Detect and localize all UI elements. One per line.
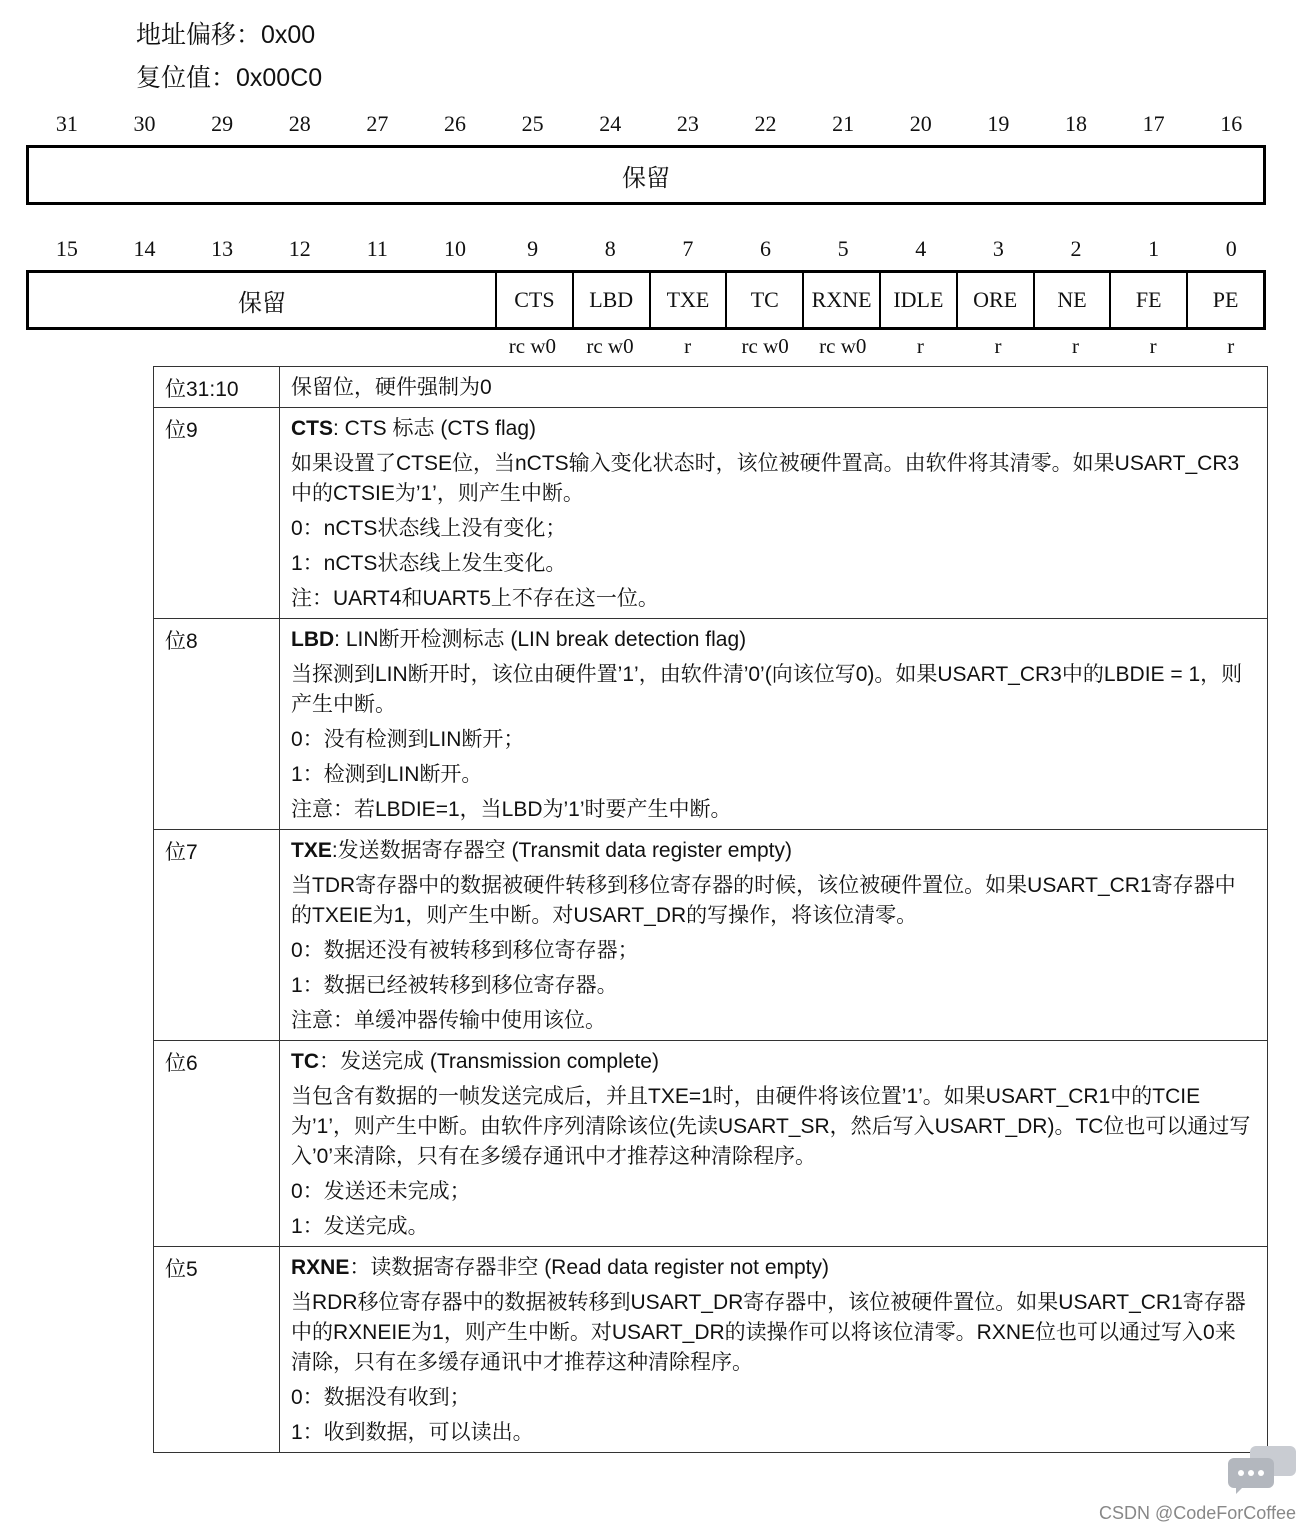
- access-type: r: [1227, 334, 1235, 358]
- field-desc: 当包含有数据的一帧发送完成后，并且TXE=1时，由硬件将该位置’1’。如果USART_CR1中的TCIE为’1’，则产生中断。由软件序列清除该位(先读USART_SR，然后写入USART_DR)。TC位也可以通过写入’0’来清除，只有在多缓存通讯中才推荐这种清除程序。: [291, 1085, 1251, 1168]
- bit-number: 3: [992, 236, 1004, 261]
- table-row: [154, 619, 1268, 830]
- option-0: 0：数据没有收到；: [291, 1386, 471, 1409]
- bit-numbers-high: [28, 111, 1270, 137]
- access-spacer: [28, 333, 494, 359]
- bit-label: 位5: [154, 1247, 280, 1453]
- bit-description: [280, 619, 1268, 830]
- bit-label: 位7: [154, 830, 280, 1041]
- bit-number: 13: [211, 236, 234, 261]
- bit-number: 9: [527, 236, 539, 261]
- field-title-text: : CTS 标志 (CTS flag): [333, 417, 537, 440]
- access-type: r: [1149, 334, 1157, 358]
- bit-number: 11: [366, 236, 388, 261]
- field-title: [291, 414, 1256, 444]
- field-note: 注：UART4和UART5上不存在这一位。: [291, 587, 659, 610]
- bit-number: 17: [1142, 111, 1165, 136]
- option-0: 0：nCTS状态线上没有变化；: [291, 517, 567, 540]
- bit-number: 10: [443, 236, 466, 261]
- bit-number: 28: [288, 111, 311, 136]
- access-type: rc w0: [741, 334, 789, 358]
- field-name: LBD: [291, 628, 335, 651]
- field-title: [291, 373, 1256, 403]
- field-title: [291, 1253, 1256, 1283]
- table-row: [154, 1041, 1268, 1247]
- bit-label: 位8: [154, 619, 280, 830]
- bit-number: 15: [55, 236, 78, 261]
- option-1: 1：nCTS状态线上发生变化。: [291, 552, 567, 575]
- reset-value: 复位值：0x00C0: [136, 64, 323, 92]
- option-1: 1：收到数据，可以读出。: [291, 1421, 534, 1444]
- option-1: 1：数据已经被转移到移位寄存器。: [291, 974, 618, 997]
- field-title-text: 保留位，硬件强制为0: [291, 376, 492, 399]
- bit-number: 7: [682, 236, 694, 261]
- reserved-low-cell: 保留: [238, 289, 286, 317]
- field-title-text: :发送数据寄存器空 (Transmit data register empty): [331, 839, 792, 862]
- option-1: 1：检测到LIN断开。: [291, 763, 483, 786]
- field-note: 注意：若LBDIE=1，当LBD为’1’时要产生中断。: [291, 798, 732, 821]
- bit-description: [280, 367, 1268, 408]
- bit-number: 22: [754, 111, 777, 136]
- bit-number: 5: [837, 236, 849, 261]
- bit-number: 12: [288, 236, 311, 261]
- field-cell-tc: TC: [725, 273, 802, 327]
- table-row: [154, 1247, 1268, 1453]
- bit-number: 2: [1070, 236, 1082, 261]
- bit-number: 23: [676, 111, 699, 136]
- bit-number: 31: [55, 111, 78, 136]
- bit-number: 16: [1220, 111, 1243, 136]
- field-name: TC: [291, 1050, 319, 1073]
- watermark: CSDN @CodeForCoffee: [1098, 1503, 1296, 1523]
- bit-number: 14: [133, 236, 156, 261]
- access-type: rc w0: [819, 334, 867, 358]
- bit-description: [280, 1041, 1268, 1247]
- reserved-high-cell: 保留: [622, 164, 670, 192]
- bit-number: 8: [604, 236, 616, 261]
- access-type: r: [916, 334, 924, 358]
- field-title-text: : LIN断开检测标志 (LIN break detection flag): [334, 628, 747, 651]
- field-name: TXE: [291, 839, 332, 862]
- access-types: [28, 333, 1270, 359]
- field-title: [291, 1047, 1256, 1077]
- chat-icon: [1228, 1446, 1298, 1494]
- table-row: [154, 367, 1268, 408]
- access-type: rc w0: [586, 334, 634, 358]
- access-type: r: [994, 334, 1002, 358]
- field-cell-ore: ORE: [956, 273, 1033, 327]
- field-cell-fe: FE: [1109, 273, 1186, 327]
- field-cell-rxne: RXNE: [802, 273, 879, 327]
- bit-number: 30: [133, 111, 156, 136]
- register-low: [26, 270, 1266, 330]
- field-title: [291, 836, 1256, 866]
- bit-number: 19: [987, 111, 1010, 136]
- bit-label: 位9: [154, 408, 280, 619]
- bit-number: 21: [832, 111, 855, 136]
- register-high: [26, 145, 1266, 205]
- table-row: [154, 830, 1268, 1041]
- bit-description: [280, 830, 1268, 1041]
- field-desc: 当RDR移位寄存器中的数据被转移到USART_DR寄存器中，该位被硬件置位。如果USART_CR1寄存器中的RXNEIE为1，则产生中断。对USART_DR的读操作可以将该位清零。RXNE位也可以通过写入0来清除，只有在多缓存通讯中才推荐这种清除程序。: [291, 1291, 1246, 1374]
- address-offset: 地址偏移：0x00: [136, 21, 316, 49]
- bit-number: 27: [366, 111, 389, 136]
- table-row: [154, 408, 1268, 619]
- field-cell-txe: TXE: [649, 273, 726, 327]
- bit-number: 25: [521, 111, 544, 136]
- field-desc: 当探测到LIN断开时，该位由硬件置’1’，由软件清’0’(向该位写0)。如果USART_CR3中的LBDIE = 1，则产生中断。: [291, 663, 1243, 716]
- field-desc: 当TDR寄存器中的数据被硬件转移到移位寄存器的时候，该位被硬件置位。如果USART_CR1寄存器中的TXEIE为1，则产生中断。对USART_DR的写操作，将该位清零。: [291, 874, 1236, 927]
- field-desc: 如果设置了CTSE位，当nCTS输入变化状态时，该位被硬件置高。由软件将其清零。如果USART_CR3中的CTSIE为’1’，则产生中断。: [291, 452, 1240, 505]
- option-0: 0：没有检测到LIN断开；: [291, 728, 525, 751]
- bit-number: 29: [211, 111, 234, 136]
- bit-number: 24: [599, 111, 622, 136]
- bit-number: 1: [1148, 236, 1160, 261]
- field-cell-ne: NE: [1033, 273, 1110, 327]
- field-title-text: ：读数据寄存器非空 (Read data register not empty): [349, 1256, 829, 1279]
- bit-number: 4: [915, 236, 927, 261]
- option-1: 1：发送完成。: [291, 1215, 429, 1238]
- option-0: 0：数据还没有被转移到移位寄存器；: [291, 939, 639, 962]
- field-cell-lbd: LBD: [572, 273, 649, 327]
- bit-number: 18: [1064, 111, 1087, 136]
- field-cell-cts: CTS: [495, 273, 572, 327]
- access-type: rc w0: [508, 334, 556, 358]
- bit-description: [280, 1247, 1268, 1453]
- bit-description-table: [153, 366, 1268, 1453]
- option-0: 0：发送还未完成；: [291, 1180, 471, 1203]
- field-cell-pe: PE: [1186, 273, 1263, 327]
- field-name: CTS: [291, 417, 333, 440]
- field-title: [291, 625, 1256, 655]
- field-note: 注意：单缓冲器传输中使用该位。: [291, 1009, 606, 1032]
- bit-number: 0: [1225, 236, 1237, 261]
- bit-number: 6: [759, 236, 771, 261]
- field-name: RXNE: [291, 1256, 350, 1279]
- access-type: r: [684, 334, 692, 358]
- bit-label: 位31:10: [154, 367, 280, 408]
- bit-label: 位6: [154, 1041, 280, 1247]
- bit-number: 20: [909, 111, 932, 136]
- bit-description: [280, 408, 1268, 619]
- bit-number: 26: [443, 111, 466, 136]
- field-cell-idle: IDLE: [879, 273, 956, 327]
- access-type: r: [1072, 334, 1080, 358]
- field-title-text: ：发送完成 (Transmission complete): [319, 1050, 659, 1073]
- bit-numbers-low: [28, 236, 1270, 262]
